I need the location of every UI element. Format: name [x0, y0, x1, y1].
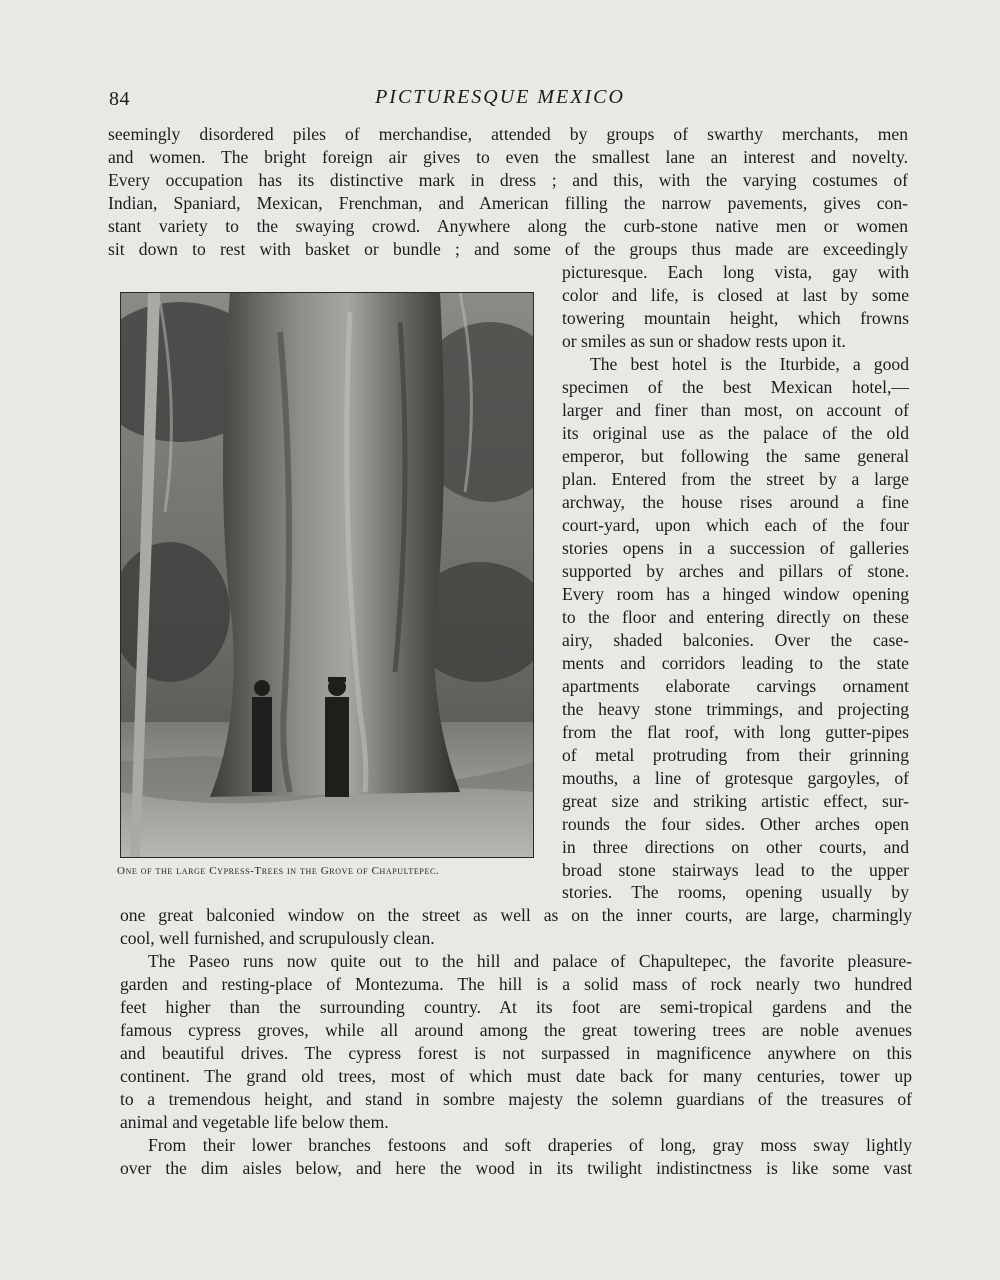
text-line: or smiles as sun or shadow rests upon it. [562, 331, 846, 351]
text-line: great size and striking artistic effect, sur- [562, 791, 909, 811]
text-line: airy, shaded balconies. Over the case- [562, 630, 909, 650]
text-line: picturesque. Each long vista, gay with [562, 262, 909, 282]
text-line: in three directions on other courts, and [562, 837, 909, 857]
text-line: and beautiful drives. The cypress forest is not surpassed in magnificence anywhere on this [120, 1043, 912, 1063]
text-line: seemingly disordered piles of merchandise, attended by groups of swarthy merchants, men [108, 124, 908, 144]
text-line: mouths, a line of grotesque gargoyles, of [562, 768, 909, 788]
text-line: The Paseo runs now quite out to the hill and palace of Chapultepec, the favorite pleasure- [148, 951, 912, 971]
text-line: continent. The grand old trees, most of which must date back for many centuries, tower up [120, 1066, 912, 1086]
text-line: its original use as the palace of the old [562, 423, 909, 443]
text-line: supported by arches and pillars of stone. [562, 561, 909, 581]
text-line: one great balconied window on the street as well as on the inner courts, are large, charmingly [120, 905, 912, 925]
text-line: from the flat roof, with long gutter-pipes [562, 722, 909, 742]
text-line: to the floor and entering directly on these [562, 607, 909, 627]
text-line: The best hotel is the Iturbide, a good [590, 354, 909, 374]
text-line: stories opens in a succession of galleries [562, 538, 909, 558]
text-line: the heavy stone trimmings, and projecting [562, 699, 909, 719]
running-head: PICTURESQUE MEXICO [375, 86, 625, 108]
text-line: court-yard, upon which each of the four [562, 515, 909, 535]
text-line: archway, the house rises around a fine [562, 492, 909, 512]
text-line: rounds the four sides. Other arches open [562, 814, 909, 834]
text-line: cool, well furnished, and scrupulously clean. [120, 928, 435, 948]
text-line: emperor, but following the same general [562, 446, 909, 466]
cypress-tree-photograph [120, 292, 534, 858]
text-line: towering mountain height, which frowns [562, 308, 909, 328]
text-line: to a tremendous height, and stand in sombre majesty the solemn guardians of the treasures of [120, 1089, 912, 1109]
text-line: broad stone stairways lead to the upper [562, 860, 909, 880]
figure-caption: One of the large Cypress-Trees in the Grove of Chapultepec. [117, 865, 440, 877]
text-line: sit down to rest with basket or bundle ; and some of the groups thus made are exceedingly [108, 239, 908, 259]
text-line: and women. The bright foreign air gives to even the smallest lane an interest and novelty. [108, 147, 908, 167]
text-line: From their lower branches festoons and soft draperies of long, gray moss sway lightly [148, 1135, 912, 1155]
text-line: stant variety to the swaying crowd. Anywhere along the curb-stone native men or women [108, 216, 908, 236]
text-line: color and life, is closed at last by some [562, 285, 909, 305]
text-line: specimen of the best Mexican hotel,— [562, 377, 909, 397]
text-line: ments and corridors leading to the state [562, 653, 909, 673]
text-line: feet higher than the surrounding country. At its foot are semi-tropical gardens and the [120, 997, 912, 1017]
text-line: Every room has a hinged window opening [562, 584, 909, 604]
text-line: stories. The rooms, opening usually by [562, 882, 909, 902]
text-line: apartments elaborate carvings ornament [562, 676, 909, 696]
text-line: animal and vegetable life below them. [120, 1112, 389, 1132]
page-number: 84 [109, 88, 130, 110]
text-line: garden and resting-place of Montezuma. The hill is a solid mass of rock nearly two hundred [120, 974, 912, 994]
text-line: plan. Entered from the street by a large [562, 469, 909, 489]
text-line: Indian, Spaniard, Mexican, Frenchman, and American filling the narrow pavements, gives con- [108, 193, 908, 213]
text-line: over the dim aisles below, and here the wood in its twilight indistinctness is like some vast [120, 1158, 912, 1178]
text-line: larger and finer than most, on account of [562, 400, 909, 420]
text-line: of metal protruding from their grinning [562, 745, 909, 765]
text-line: famous cypress groves, while all around among the great towering trees are noble avenues [120, 1020, 912, 1040]
text-line: Every occupation has its distinctive mark in dress ; and this, with the varying costumes of [108, 170, 908, 190]
